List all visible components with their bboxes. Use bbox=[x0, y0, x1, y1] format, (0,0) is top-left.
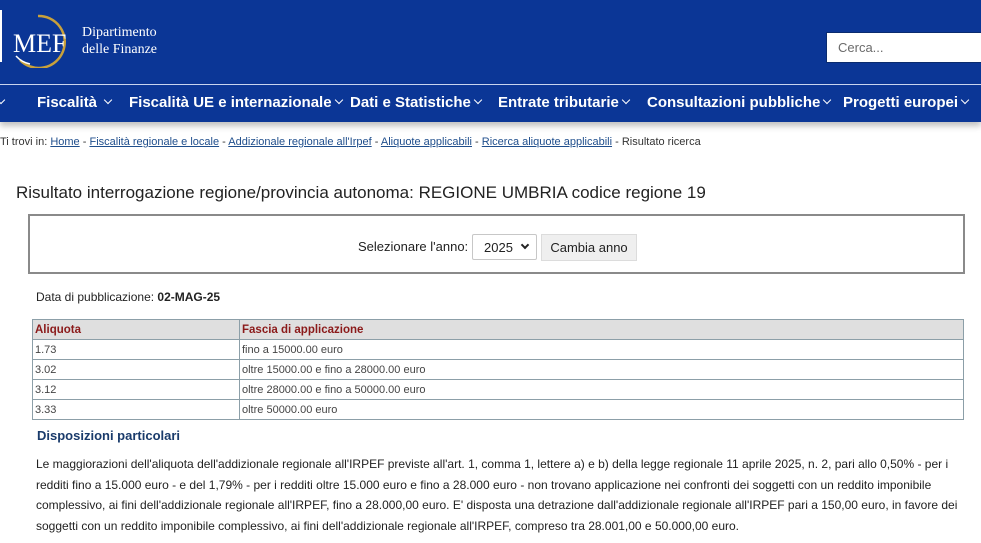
rate-cell: 1.73 bbox=[33, 340, 240, 360]
breadcrumb-separator: - bbox=[475, 136, 479, 148]
rate-cell: 3.12 bbox=[33, 380, 240, 400]
bracket-cell: fino a 15000.00 euro bbox=[240, 340, 964, 360]
search-input[interactable] bbox=[826, 32, 981, 63]
rate-cell: 3.33 bbox=[33, 400, 240, 420]
column-header-fascia: Fascia di applicazione bbox=[240, 320, 964, 340]
header-edge-divider bbox=[0, 10, 2, 62]
chevron-down-icon bbox=[622, 96, 630, 104]
chevron-down-icon bbox=[823, 96, 831, 104]
breadcrumb-current: Risultato ricerca bbox=[621, 136, 701, 148]
change-year-button[interactable]: Cambia anno bbox=[541, 234, 637, 261]
chevron-down-icon bbox=[0, 96, 5, 104]
mef-logo[interactable] bbox=[10, 12, 74, 68]
breadcrumb-link-home[interactable]: Home bbox=[50, 136, 80, 148]
year-label: Selezionare l'anno: bbox=[358, 239, 469, 254]
org-name bbox=[82, 24, 157, 58]
special-provisions-heading: Disposizioni particolari bbox=[37, 428, 181, 443]
org-name-line1: Dipartimento bbox=[82, 25, 157, 40]
mef-logo-icon bbox=[10, 12, 74, 68]
nav-item-label: Dati e Statistiche bbox=[350, 94, 471, 111]
publication-date-value: 02-MAG-25 bbox=[157, 290, 221, 304]
site-header bbox=[0, 0, 981, 84]
year-select[interactable] bbox=[472, 234, 537, 260]
table-row bbox=[33, 400, 964, 420]
page-title: Risultato interrogazione regione/provincia autonoma: REGIONE UMBRIA codice regione 19 bbox=[16, 183, 706, 202]
publication-date-label: Data di pubblicazione: bbox=[36, 290, 155, 304]
nav-item-progetti-europei[interactable] bbox=[843, 94, 968, 111]
rate-cell: 3.02 bbox=[33, 360, 240, 380]
bracket-cell: oltre 15000.00 e fino a 28000.00 euro bbox=[240, 360, 964, 380]
nav-item-label: Consultazioni pubbliche bbox=[647, 94, 821, 111]
main-nav bbox=[0, 84, 981, 122]
nav-item-fiscalita[interactable] bbox=[37, 94, 111, 111]
year-selection-form bbox=[28, 214, 965, 274]
org-name-line2: delle Finanze bbox=[82, 42, 158, 57]
logo-letters: MEF bbox=[13, 29, 67, 58]
nav-item-entrate-tributarie[interactable] bbox=[498, 94, 629, 111]
nav-item-fiscalita-ue[interactable] bbox=[129, 94, 342, 111]
table-row bbox=[33, 360, 964, 380]
breadcrumb-prefix: Ti trovi in: bbox=[0, 136, 48, 148]
publication-date bbox=[36, 290, 220, 304]
chevron-down-icon bbox=[334, 96, 342, 104]
nav-item-label: Fiscalità UE e internazionale bbox=[129, 94, 332, 111]
breadcrumb-link-aliquote-applicabili[interactable]: Aliquote applicabili bbox=[380, 136, 472, 148]
chevron-down-icon bbox=[104, 96, 112, 104]
chevron-down-icon bbox=[961, 96, 969, 104]
bracket-cell: oltre 50000.00 euro bbox=[240, 400, 964, 420]
table-row bbox=[33, 340, 964, 360]
nav-item-label: Entrate tributarie bbox=[498, 94, 619, 111]
breadcrumb bbox=[0, 136, 701, 148]
table-header-row bbox=[33, 320, 964, 340]
chevron-down-icon bbox=[521, 241, 529, 249]
breadcrumb-link-addizionale-regionale[interactable]: Addizionale regionale all'Irpef bbox=[228, 136, 372, 148]
rates-table bbox=[32, 319, 964, 420]
column-header-aliquota: Aliquota bbox=[33, 320, 240, 340]
nav-item-label: Fiscalità bbox=[37, 94, 98, 111]
breadcrumb-link-fiscalita-regionale[interactable]: Fiscalità regionale e locale bbox=[89, 136, 220, 148]
breadcrumb-separator: - bbox=[82, 136, 87, 148]
bracket-cell: oltre 28000.00 e fino a 50000.00 euro bbox=[240, 380, 964, 400]
nav-item-dati-statistiche[interactable] bbox=[350, 94, 481, 111]
table-row bbox=[33, 380, 964, 400]
nav-item-consultazioni[interactable] bbox=[647, 94, 830, 111]
nav-item-hidden[interactable] bbox=[0, 94, 4, 111]
nav-item-label: Progetti europei bbox=[843, 94, 959, 111]
breadcrumb-separator: - bbox=[222, 136, 226, 148]
special-provisions-text: Le maggiorazioni dell'aliquota dell'addizionale regionale all'IRPEF previste all'art. 1, comma 1, lettere a) e b) della legge regionale 11 aprile 2025, n. 2, pari allo 0,50% - per i redditi fino a 15.000 euro - e del 1,79% - per i redditi oltre 15.000 euro e fino a 28.000 euro - non trovano applicazione nei confronti dei soggetti con un reddito imponibile complessivo, ai fini dell'addizionale regionale all'IRPEF, fino a 28.000,00 euro. E' disposta una detrazione dall'addizionale regionale all'IRPEF pari a 150,00 euro, in favore dei soggetti con un reddito imponibile complessivo, ai fini dell'addizionale regionale all'IRPEF, compreso tra 28.001,00 e 50.000,00 euro. bbox=[36, 457, 958, 533]
breadcrumb-link-ricerca-aliquote[interactable]: Ricerca aliquote applicabili bbox=[481, 136, 613, 148]
breadcrumb-separator: - bbox=[374, 136, 379, 148]
breadcrumb-separator: - bbox=[615, 136, 619, 148]
chevron-down-icon bbox=[474, 96, 482, 104]
year-select-value: 2025 bbox=[484, 240, 513, 255]
